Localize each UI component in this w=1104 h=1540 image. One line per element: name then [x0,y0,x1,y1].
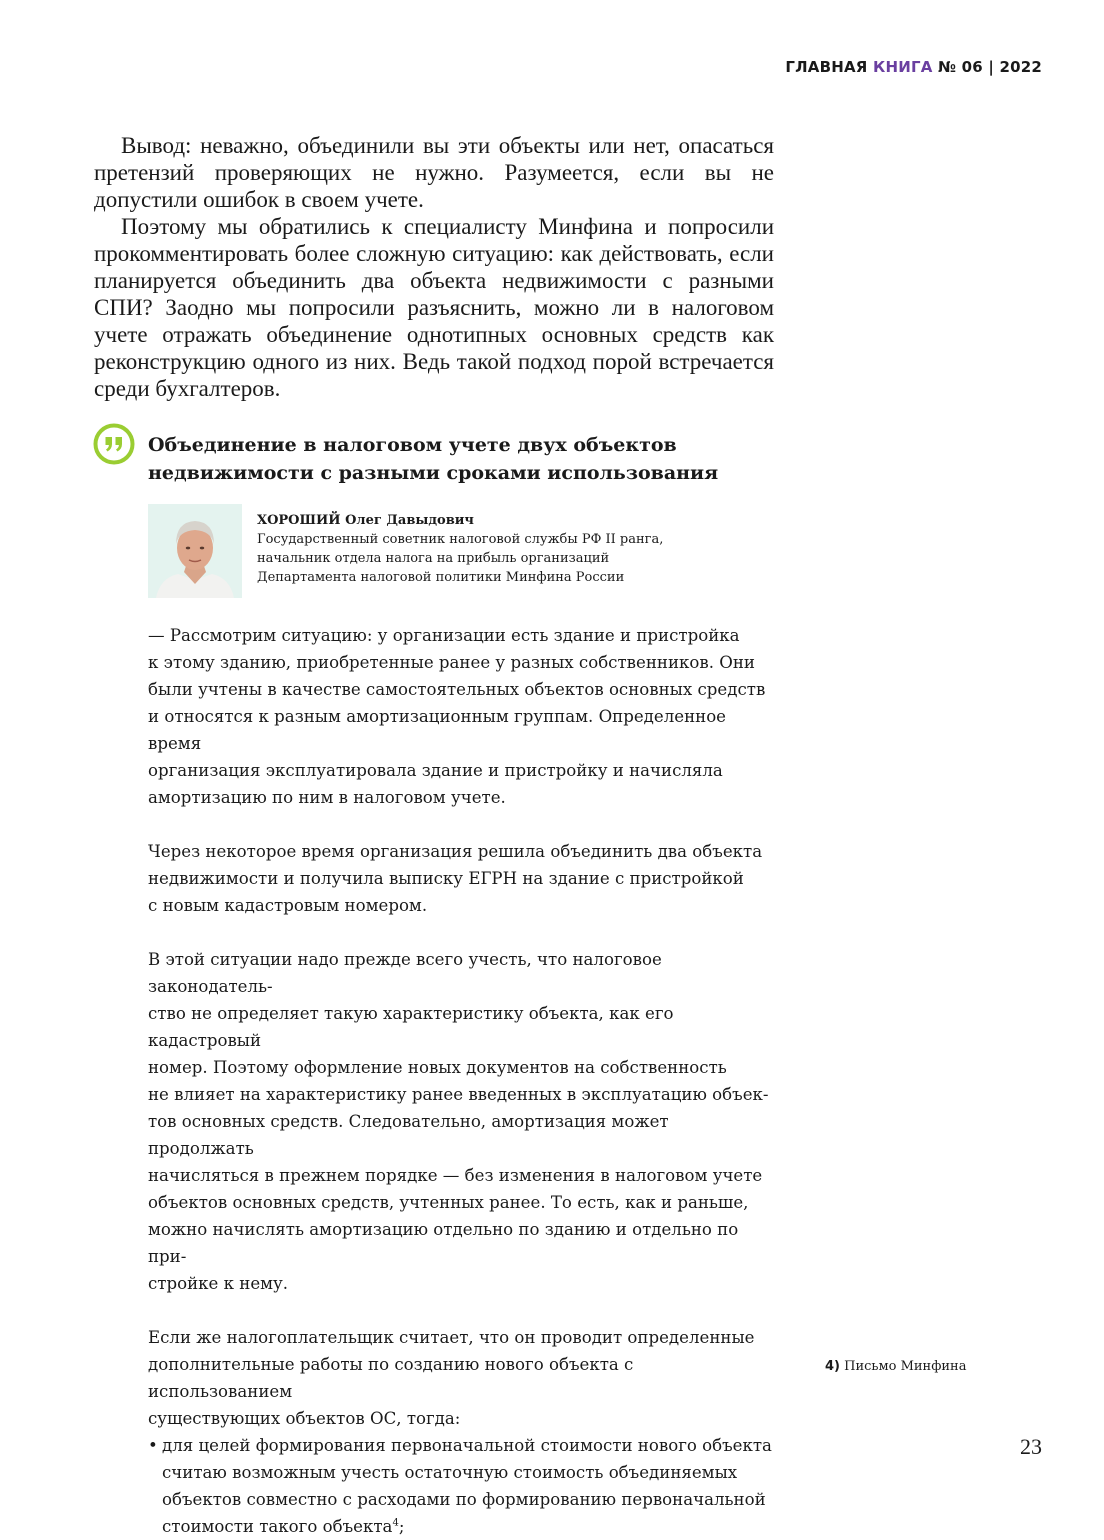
expert-position-line: Государственный советник налоговой службы РФ II ранга, [257,532,664,547]
bullet-line [162,1513,774,1540]
answer-line: начисляться в прежнем порядке — без изменения в налоговом учете [148,1166,763,1185]
answer-line: — Рассмотрим ситуацию: у организации есть здание и пристройка [148,626,740,645]
footnote [825,1359,966,1374]
footnote-reference[interactable]: 4 [392,1517,399,1529]
answer-line: номер. Поэтому оформление новых документов на собственность [148,1058,727,1077]
answer-line: существующих объектов ОС, тогда: [148,1409,461,1428]
answer-line: недвижимости и получила выписку ЕГРН на здание с пристройкой [148,869,744,888]
bullet-line: объектов совместно с расходами по формированию первоначальной [162,1490,766,1509]
answer-line: были учтены в качестве самостоятельных объектов основных средств [148,680,766,699]
quote-icon [93,423,135,465]
answer-line: ство не определяет такую характеристику объекта, как его кадастровый [148,1004,674,1050]
answer-line: Через некоторое время организация решила объединить два объекта [148,842,763,861]
footnote-number: 4) [825,1359,840,1374]
answer-line: тов основных средств. Следовательно, амортизация может продолжать [148,1112,669,1158]
answer-line: Если же налогоплательщик считает, что он проводит определенные [148,1328,755,1347]
intro-text [94,132,774,402]
expert-name: ХОРОШИЙ Олег Давыдович [257,513,474,528]
bullet-line-end: ; [398,1517,405,1536]
answer-line: не влияет на характеристику ранее введенных в эксплуатацию объек- [148,1085,769,1104]
answer-line: амортизацию по ним в налоговом учете. [148,788,506,807]
expert-answer [148,622,774,1540]
brand-accent: КНИГА [873,58,933,76]
answer-line: объектов основных средств, учтенных ранее. То есть, как и раньше, [148,1193,749,1212]
intro-paragraph-1: Вывод: неважно, объединили вы эти объекты или нет, опасаться претензий проверяющих не нужно. Разумеется, если вы не допустили ошибок в своем учете. [94,133,774,212]
answer-line: В этой ситуации надо прежде всего учесть, что налоговое законодатель- [148,950,662,996]
answer-line: к этому зданию, приобретенные ранее у разных собственников. Они [148,653,755,672]
bullet-list-item [148,1432,774,1540]
bullet-marker: • [148,1436,158,1455]
expert-photo [148,504,242,598]
bullet-line: для целей формирования первоначальной стоимости нового объекта [162,1436,772,1455]
answer-line: и относятся к разным амортизационным группам. Определенное время [148,707,727,753]
footnote-text: Письмо Минфина [844,1359,967,1374]
brand-main: ГЛАВНАЯ [785,58,868,76]
bullet-line: считаю возможным учесть остаточную стоимость объединяемых [162,1463,738,1482]
expert-position-line: начальник отдела налога на прибыль организаций [257,551,610,566]
answer-line: с новым кадастровым номером. [148,896,428,915]
page-header [785,58,1042,76]
section-title-line: недвижимости с разными сроками использования [148,462,719,484]
expert-info [257,511,697,587]
answer-line: можно начислять амортизацию отдельно по зданию и отдельно по при- [148,1220,739,1266]
answer-line: организация эксплуатировала здание и пристройку и начисляла [148,761,723,780]
answer-line: дополнительные работы по созданию нового объекта с использованием [148,1355,634,1401]
answer-line: стройке к нему. [148,1274,289,1293]
section-title-line: Объединение в налоговом учете двух объектов [148,434,677,456]
intro-paragraph-2: Поэтому мы обратились к специалисту Минфина и попросили прокомментировать более сложную ситуацию: как действовать, если планируется объединить два объекта недвижимости с разными СПИ? Заодно мы попросили разъяснить, можно ли в налоговом учете отражать объединение однотипных основных средств как реконструкцию одного из них. Ведь такой подход порой встречается среди бухгалтеров. [94,214,774,401]
bullet-line-text: стоимости такого объекта [162,1517,393,1536]
page-number: 23 [1020,1434,1042,1459]
section-title [148,431,788,487]
expert-avatar [148,504,242,598]
issue-number: № 06 | 2022 [937,58,1042,76]
expert-position-line: Департамента налоговой политики Минфина России [257,570,625,585]
